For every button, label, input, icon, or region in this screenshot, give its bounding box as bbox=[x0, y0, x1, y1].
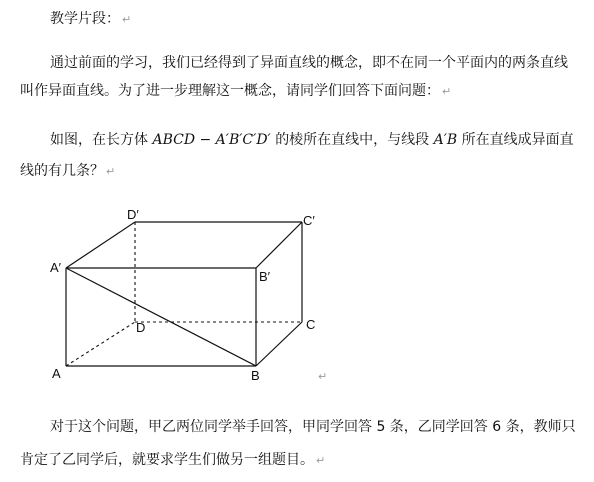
outro-text-1: 对于这个问题，甲乙两位同学举手回答，甲同学回答 5 条，乙同学回答 6 条，教师只 bbox=[50, 419, 576, 435]
paragraph-mark: ↵ bbox=[316, 454, 326, 467]
paragraph-mark: ↵ bbox=[442, 85, 452, 98]
hidden-edge-a-d bbox=[66, 322, 135, 366]
outro-text-2: 肯定了乙同学后，就要求学生们做另一组题目。 bbox=[20, 452, 314, 468]
paragraph-mark: ↵ bbox=[106, 165, 116, 178]
vertex-label-a: A bbox=[52, 366, 61, 381]
question-suffix: 所在直线成异面直 bbox=[461, 132, 574, 148]
intro-text-2: 叫作异面直线。为了进一步理解这一概念，请同学们回答下面问题： bbox=[20, 83, 440, 99]
question-prefix: 如图，在长方体 bbox=[50, 132, 148, 148]
vertex-label-c: C bbox=[306, 317, 316, 332]
outro-line-2 bbox=[20, 451, 325, 470]
paragraph-mark: ↵ bbox=[122, 13, 132, 26]
vertex-label-c1: C′ bbox=[303, 213, 315, 228]
edge-a1-d1 bbox=[66, 222, 135, 268]
edge-b-c bbox=[256, 322, 302, 366]
vertex-label-b1: B′ bbox=[259, 269, 271, 284]
heading-text: 教学片段： bbox=[50, 11, 120, 27]
vertex-label-d: D bbox=[136, 320, 146, 335]
vertex-label-b: B bbox=[251, 368, 260, 383]
segment-a1-b bbox=[66, 268, 256, 366]
figure-paragraph-mark: ↵ bbox=[318, 370, 328, 383]
edge-b1-c1 bbox=[256, 222, 302, 268]
intro-text-1: 通过前面的学习，我们已经得到了异面直线的概念，即不在同一个平面内的两条直线 bbox=[50, 55, 568, 71]
vertex-label-d1: D′ bbox=[127, 207, 139, 222]
outro-line-1 bbox=[50, 418, 576, 436]
question-text-2: 线的有几条？ bbox=[20, 163, 104, 179]
vertex-label-a1: A′ bbox=[50, 260, 62, 275]
question-solid: ABCD − A′B′C′D′ bbox=[152, 132, 271, 148]
question-middle: 的棱所在直线中，与线段 bbox=[275, 132, 430, 148]
question-segment: A′B bbox=[433, 132, 458, 148]
